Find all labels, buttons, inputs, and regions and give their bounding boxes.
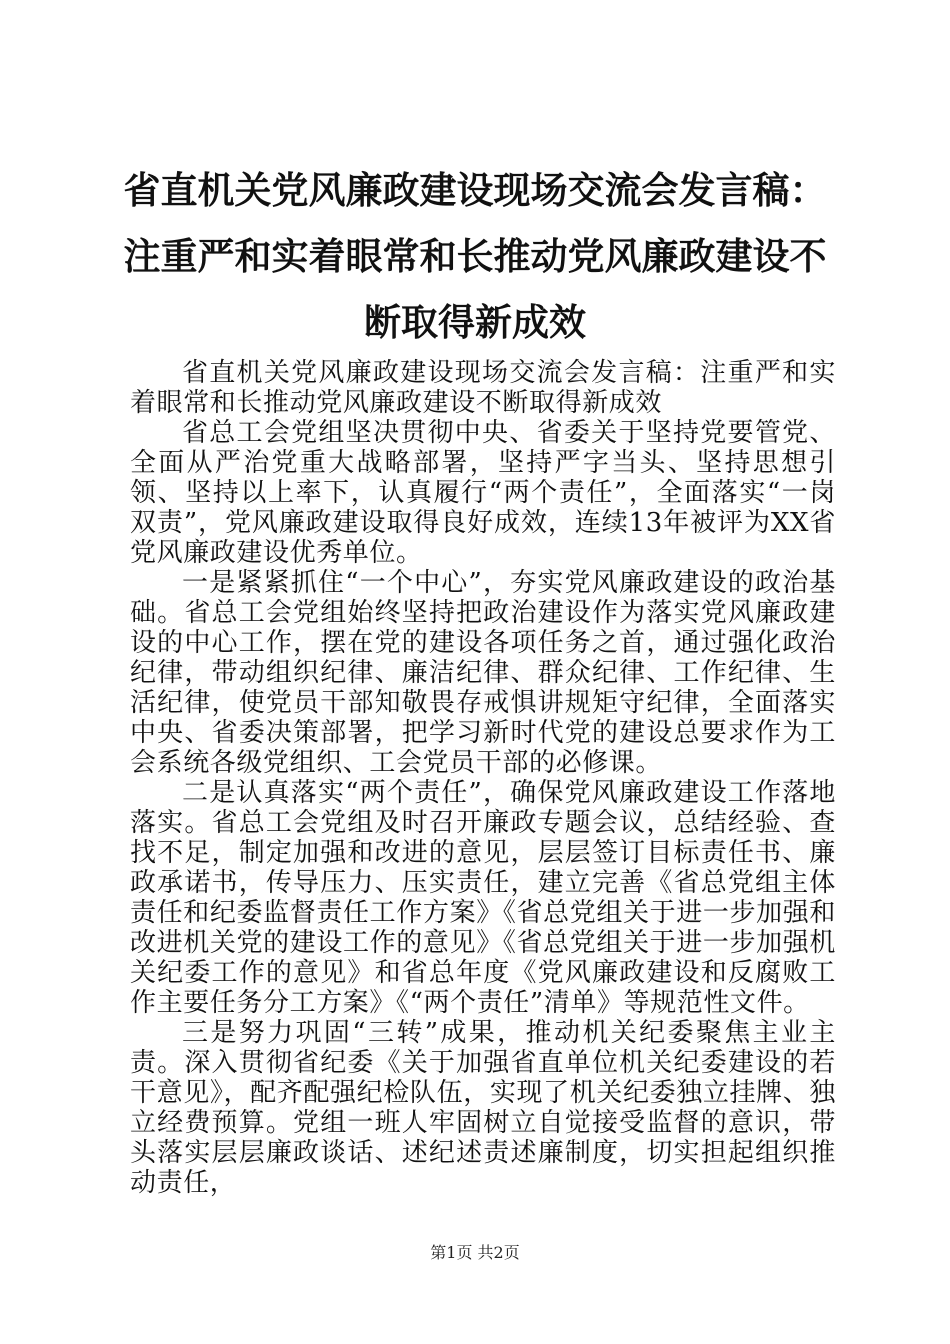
paragraph-point-three: 三是努力巩固“三转”成果，推动机关纪委聚焦主业主责。深入贯彻省纪委《关于加强省直单位机关纪委建设的若干意见》，配齐配强纪检队伍，实现了机关纪委独立挂牌、独立经费预算。党组一班人牢固树立自觉接受监督的意识，带头落实层层廉政谈话、述纪述责述廉制度，切实担起组织推动责任，: [130, 1018, 836, 1198]
page-number-footer: 第1页 共2页: [430, 1243, 520, 1262]
paragraph-intro: 省总工会党组坚决贯彻中央、省委关于坚持党要管党、全面从严治党重大战略部署，坚持严字当头、坚持思想引领、坚持以上率下，认真履行“两个责任”，全面落实“一岗双责”，党风廉政建设取得良好成效，连续13年被评为XX省党风廉政建设优秀单位。: [130, 418, 836, 568]
paragraph-point-one: 一是紧紧抓住“一个中心”，夯实党风廉政建设的政治基础。省总工会党组始终坚持把政治建设作为落实党风廉政建设的中心工作，摆在党的建设各项任务之首，通过强化政治纪律，带动组织纪律、廉洁纪律、群众纪律、工作纪律、生活纪律，使党员干部知敬畏存戒惧讲规矩守纪律，全面落实中央、省委决策部署，把学习新时代党的建设总要求作为工会系统各级党组织、工会党员干部的必修课。: [130, 568, 836, 778]
document-title: 省直机关党风廉政建设现场交流会发言稿：注重严和实着眼常和长推动党风廉政建设不断取得新成效: [123, 169, 827, 344]
paragraph-point-two: 二是认真落实“两个责任”，确保党风廉政建设工作落地落实。省总工会党组及时召开廉政专题会议，总结经验、查找不足，制定加强和改进的意见，层层签订目标责任书、廉政承诺书，传导压力、压实责任，建立完善《省总党组主体责任和纪委监督责任工作方案》《省总党组关于进一步加强和改进机关党的建设工作的意见》《省总党组关于进一步加强机关纪委工作的意见》和省总年度《党风廉政建设和反腐败工作主要任务分工方案》《“两个责任”清单》等规范性文件。: [130, 778, 836, 1018]
paragraph-subtitle: 省直机关党风廉政建设现场交流会发言稿：注重严和实着眼常和长推动党风廉政建设不断取得新成效: [130, 358, 836, 418]
document-body: [130, 358, 836, 1198]
